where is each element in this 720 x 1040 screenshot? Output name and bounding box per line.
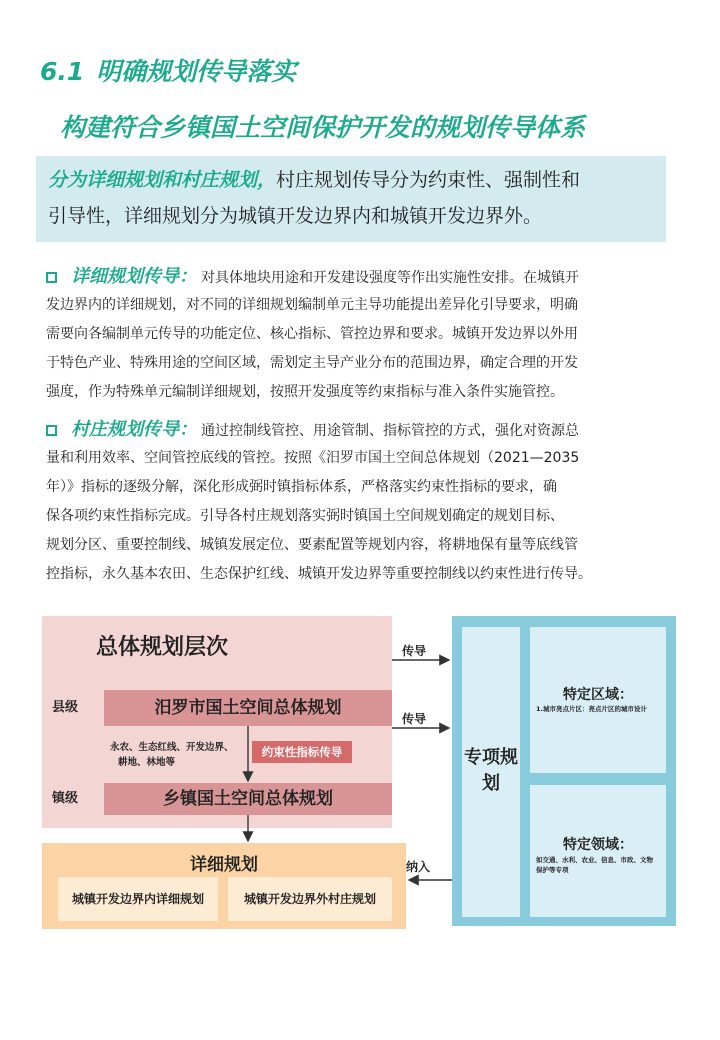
- special-planning-title: 专项规划: [464, 747, 518, 794]
- county-plan-bar: 汨罗市国土空间总体规划: [104, 690, 392, 726]
- constraint-indicator-tag: 约束性指标传导: [252, 741, 352, 763]
- overall-planning-title: 总体规划层次: [95, 635, 228, 660]
- square-bullet-icon: [46, 272, 57, 283]
- paragraph-line: 需要向各编制单元传导的功能定位、核心指标、管控边界和要求。城镇开发边界以外用: [46, 326, 578, 342]
- section-heading: [40, 52, 296, 88]
- paragraph-line: 发边界内的详细规划，对不同的详细规划编制单元主导功能提出差异化引导要求，明确: [46, 297, 578, 313]
- specific-field-note-line: 保护等专项: [536, 866, 569, 874]
- section-subtitle: 构建符合乡镇国土空间保护开发的规划传导体系: [60, 113, 586, 142]
- paragraph-line: 于特色产业、特殊用途的空间区域，需划定主导产业分布的范围边界，确定合理的开发: [46, 355, 578, 371]
- specific-field-note-line: 如交通、水利、农业、信息、市政、文物: [536, 856, 653, 864]
- paragraph-line: 量和利用效率、空间管控底线的管控。按照《汨罗市国土空间总体规划（2021—2035: [46, 450, 580, 466]
- control-elements-line: 耕地、林地等: [118, 757, 176, 768]
- town-plan-bar: 乡镇国土空间总体规划: [104, 783, 392, 815]
- summary-box: [36, 156, 666, 242]
- paragraph-head: 村庄规划传导：: [71, 419, 197, 440]
- square-bullet-icon: [46, 425, 57, 436]
- inside-boundary-plan-card: 城镇开发边界内详细规划: [58, 877, 218, 921]
- paragraph-head: 详细规划传导：: [71, 266, 197, 287]
- control-elements-note: [110, 740, 234, 770]
- transmit-label: 传导: [402, 644, 427, 658]
- paragraph-line: 控指标，永久基本农田、生态保护红线、城镇开发边界等重要控制线以约束性进行传导。: [46, 566, 592, 582]
- detailed-planning-title: 详细规划: [190, 855, 258, 875]
- county-level-label: 县级: [52, 700, 79, 715]
- detailed-transmission-paragraph: [46, 262, 676, 407]
- specific-field-note: [536, 855, 662, 875]
- summary-highlight: 分为详细规划和村庄规划，: [48, 169, 277, 191]
- control-elements-line: 永农、生态红线、开发边界、: [110, 742, 234, 753]
- transmit-label: 传导: [402, 712, 427, 726]
- section-number: 6.1: [40, 57, 85, 86]
- paragraph-line: 年）》指标的逐级分解，深化形成弼时镇指标体系，严格落实约束性指标的要求，确: [46, 479, 557, 495]
- summary-line-2: 引导性，详细规划分为城镇开发边界内和城镇开发边界外。: [48, 205, 543, 227]
- paragraph-line: 对具体地块用途和开发建设强度等作出实施性安排。在城镇开: [201, 270, 579, 286]
- paragraph-line: 强度，作为特殊单元编制详细规划，按照开发强度等约束指标与准入条件实施管控。: [46, 384, 564, 400]
- summary-line-1-text: 村庄规划传导分为约束性、强制性和: [276, 169, 581, 191]
- specific-area-title: 特定区域：: [563, 687, 633, 703]
- paragraph-line: 保各项约束性指标完成。引导各村庄规划落实弼时镇国土空间规划确定的规划目标、: [46, 508, 564, 524]
- specific-field-title: 特定领域：: [563, 837, 633, 853]
- paragraph-line: 规划分区、重要控制线、城镇发展定位、要素配置等规划内容，将耕地保有量等底线管: [46, 537, 578, 553]
- summary-line-1: [48, 162, 654, 198]
- specific-area-note: 1.城市亮点片区：亮点片区的城市设计: [536, 705, 647, 713]
- outside-boundary-plan-card: 城镇开发边界外村庄规划: [228, 877, 392, 921]
- town-level-label: 镇级: [52, 791, 79, 806]
- paragraph-line: 通过控制线管控、用途管制、指标管控的方式，强化对资源总: [201, 423, 579, 439]
- include-label: 纳入: [406, 860, 431, 874]
- section-title: 明确规划传导落实: [96, 57, 297, 86]
- village-transmission-paragraph: [46, 415, 676, 589]
